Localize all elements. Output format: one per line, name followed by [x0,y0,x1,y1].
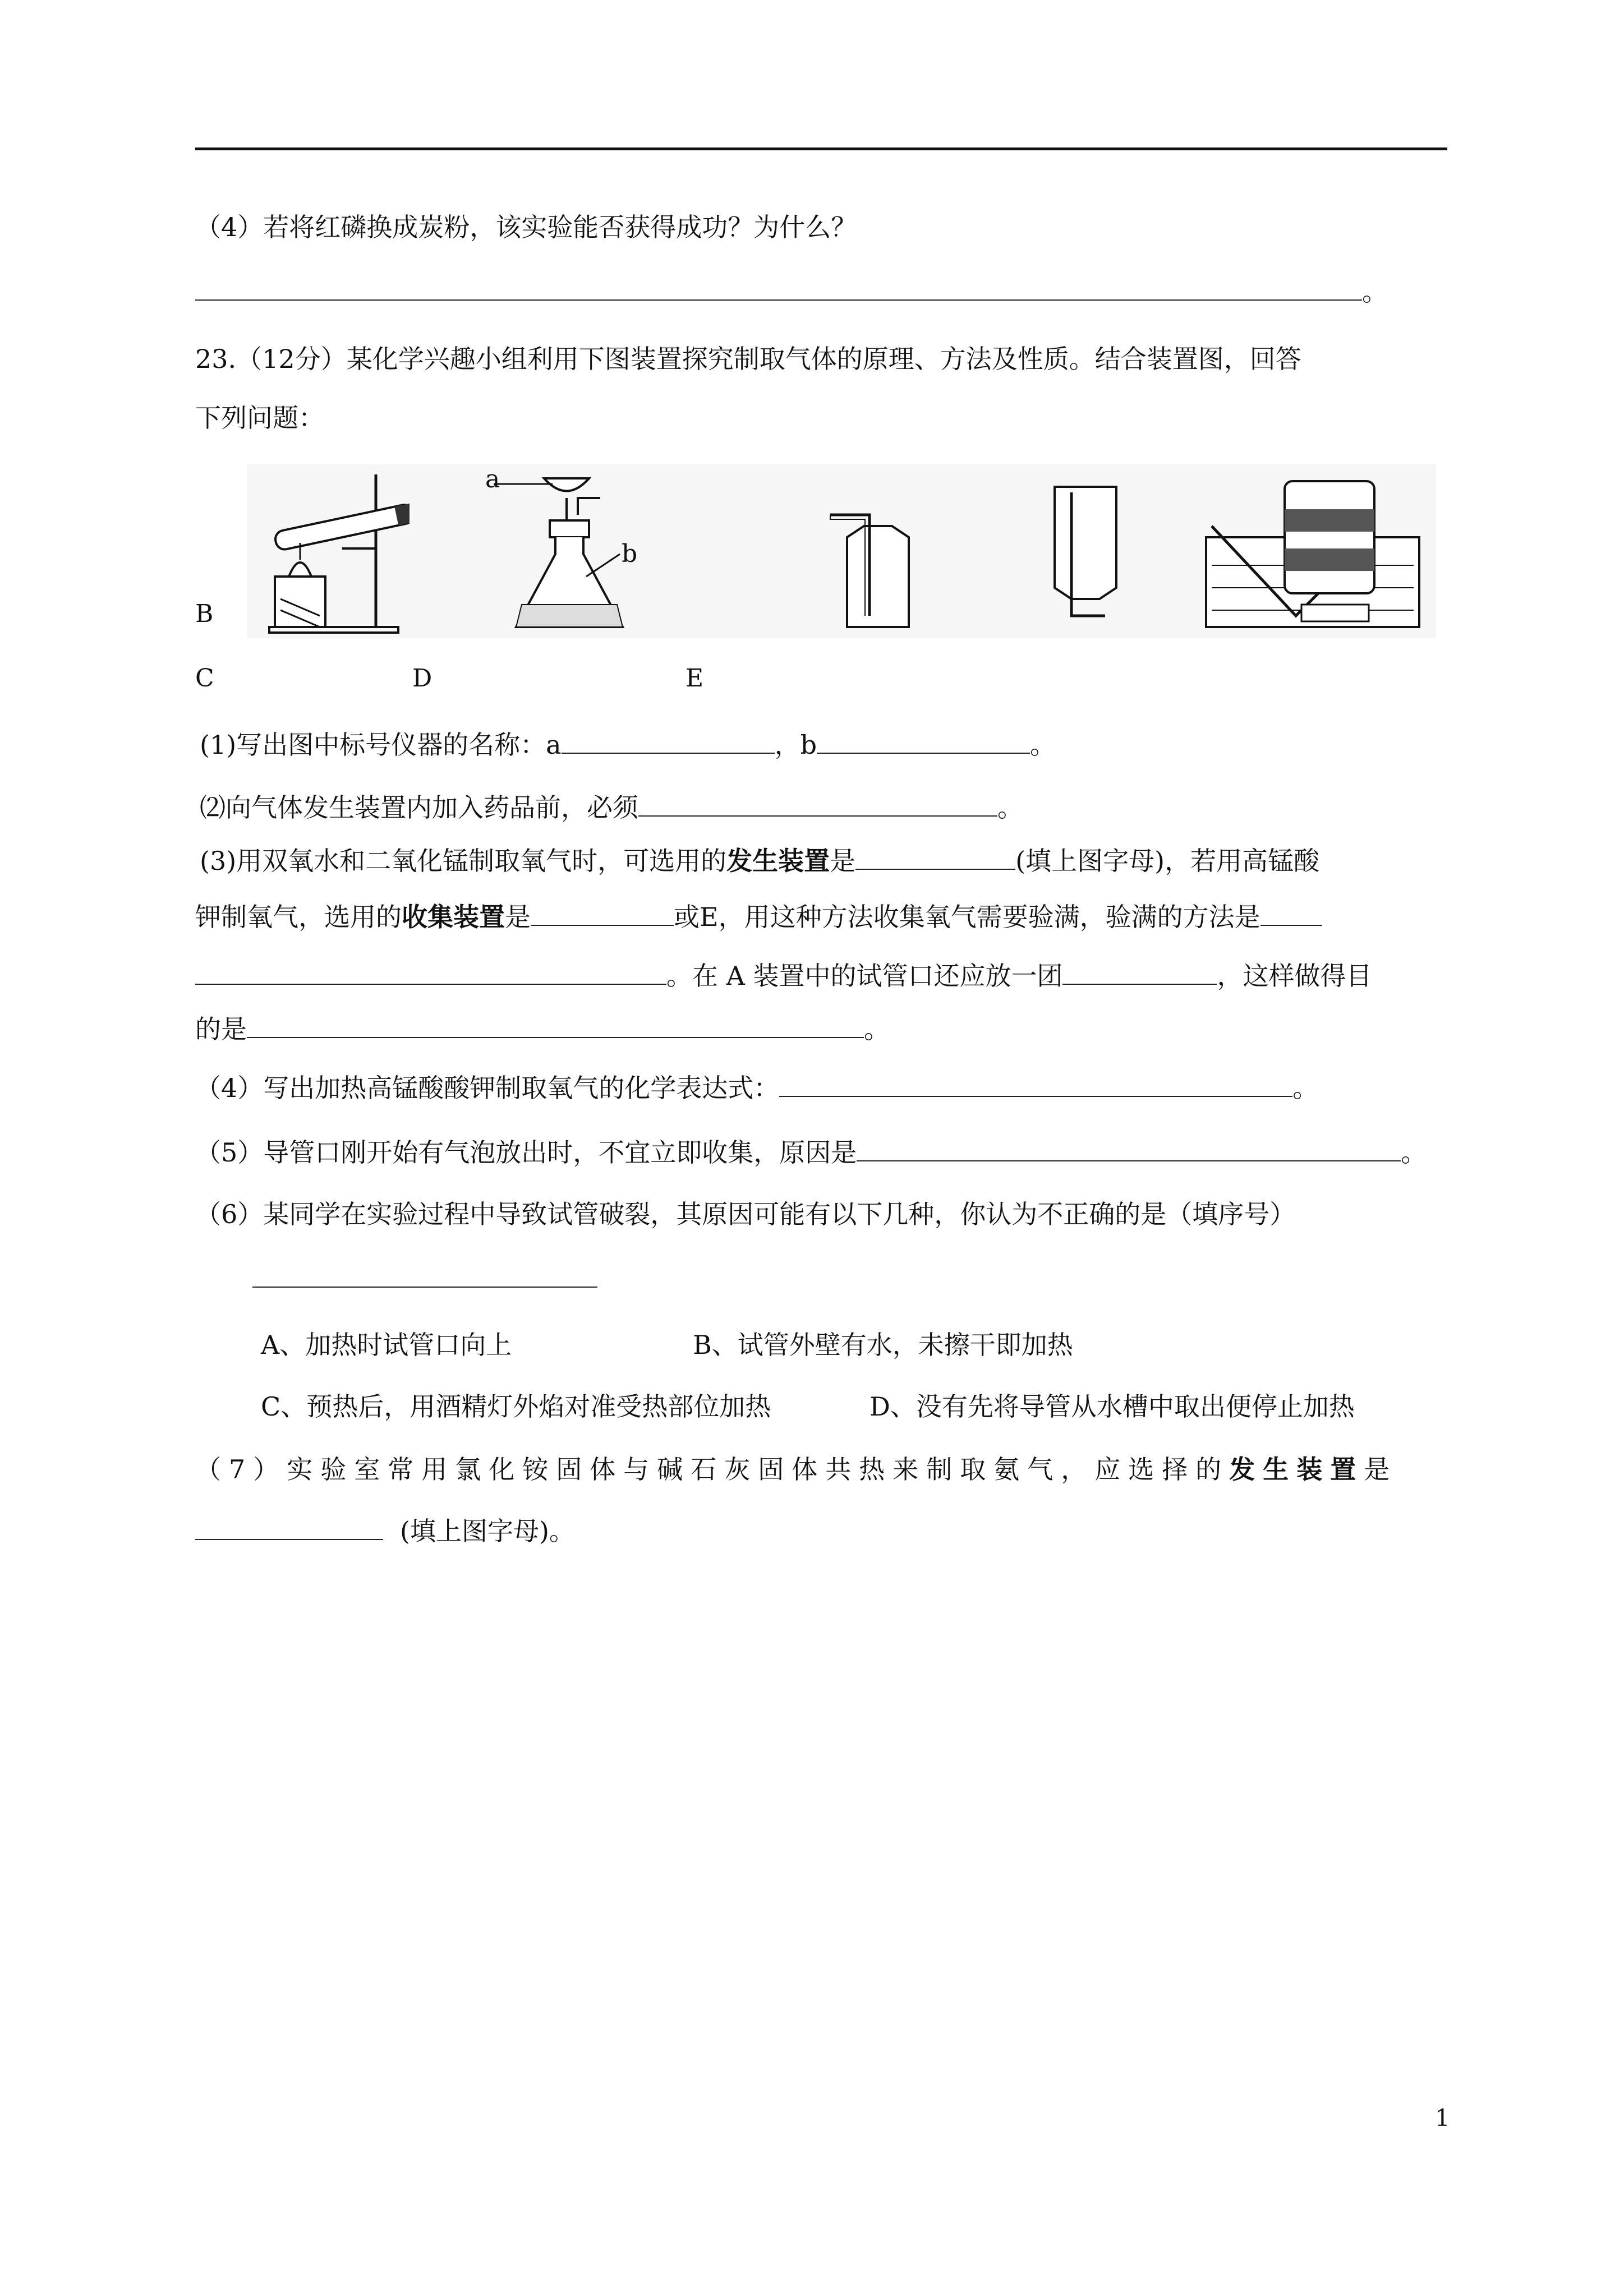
q23-part6-option-d: D、没有先将导管从水槽中取出便停止加热 [869,1391,1355,1422]
flask-apparatus-icon [488,464,679,638]
apparatus-figure [247,464,1436,638]
heating-apparatus-icon [258,464,410,638]
q23-part3-line1: (3)用双氧水和二氧化锰制取氧气时，可选用的发生装置是 (填上图字母)，若用高锰酸 [200,844,1319,878]
q23-part4: （4）写出加热高锰酸酸钾制取氧气的化学表达式： 。 [195,1071,1318,1105]
apparatus-bottle-down [1032,464,1133,638]
answer-blank[interactable] [195,275,1362,301]
water-trough-icon [1200,464,1425,638]
q23-part6-option-b: B、试管外壁有水，未擦干即加热 [693,1330,1073,1360]
q4-prev-text: （4）若将红磷换成炭粉，该实验能否获得成功？为什么？ [195,212,857,242]
q23-part6-answer-line [252,1262,597,1295]
blank-reason[interactable] [857,1136,1401,1161]
label-b: b [622,540,638,568]
label-a: a [485,465,500,494]
blank-tube-mouth-item[interactable] [1062,959,1217,985]
apparatus-letter-e: E [686,664,704,693]
q23-intro-line2: 下列问题： [195,403,324,433]
blank-instrument-a[interactable] [562,728,775,754]
q23-part3-line4: 的是 。 [195,1012,890,1046]
blank-check-method[interactable] [195,959,666,985]
q23-part5: （5）导管口刚开始有气泡放出时，不宜立即收集，原因是 。 [195,1136,1427,1169]
blank-generator-h2o2[interactable] [855,844,1015,870]
apparatus-letter-d: D [412,664,433,693]
blank-instrument-b[interactable] [817,728,1030,754]
apparatus-flask [485,464,679,638]
blank-check-method-start[interactable] [1260,900,1322,926]
q23-intro-line1: 23.（12分）某化学兴趣小组利用下图装置探究制取气体的原理、方法及性质。结合装置图，回答 [195,344,1301,374]
header-rule [195,147,1447,150]
q23-part6: （6）某同学在实验过程中导致试管破裂，其原因可能有以下几种，你认为不正确的是（填序号） [195,1199,1296,1229]
q23-part3-line3: 。在 A 装置中的试管口还应放一团 ，这样做得目 [195,959,1372,993]
blank-ammonia-generator[interactable] [195,1514,383,1540]
q4-prev-answer-line: 。 [195,275,1388,308]
blank-before-reagents[interactable] [638,791,997,817]
q23-part1: (1)写出图中标号仪器的名称：a ，b 。 [200,728,1056,762]
blank-chemical-expression[interactable] [779,1071,1292,1097]
q23-part7-line2: (填上图字母)。 [195,1514,575,1548]
apparatus-water-trough [1200,464,1425,638]
apparatus-letter-b: B [195,600,214,628]
gas-bottle-upward-icon [825,464,926,638]
blank-collector[interactable] [531,900,674,926]
apparatus-bottle-up [825,464,926,638]
apparatus-heating [258,464,410,638]
q23-part6-option-c: C、预热后，用酒精灯外焰对准受热部位加热 [261,1391,771,1422]
page-number: 1 [1435,2104,1450,2132]
q23-part7-line1: （7）实验室常用氯化铵固体与碱石灰固体共热来制取氨气，应选择的发生装置是 [195,1454,1398,1484]
q23-part2: ⑵向气体发生装置内加入药品前，必须 。 [200,791,1023,824]
apparatus-letter-c: C [195,664,214,693]
gas-bottle-downward-icon [1032,464,1133,638]
blank-incorrect-option[interactable] [252,1262,597,1288]
q23-part3-line2: 钾制氧气，选用的收集装置是 或E，用这种方法收集氧气需要验满，验满的方法是 [195,900,1322,934]
blank-purpose[interactable] [247,1012,864,1038]
q23-part6-option-a: A、加热时试管口向上 [261,1330,512,1360]
